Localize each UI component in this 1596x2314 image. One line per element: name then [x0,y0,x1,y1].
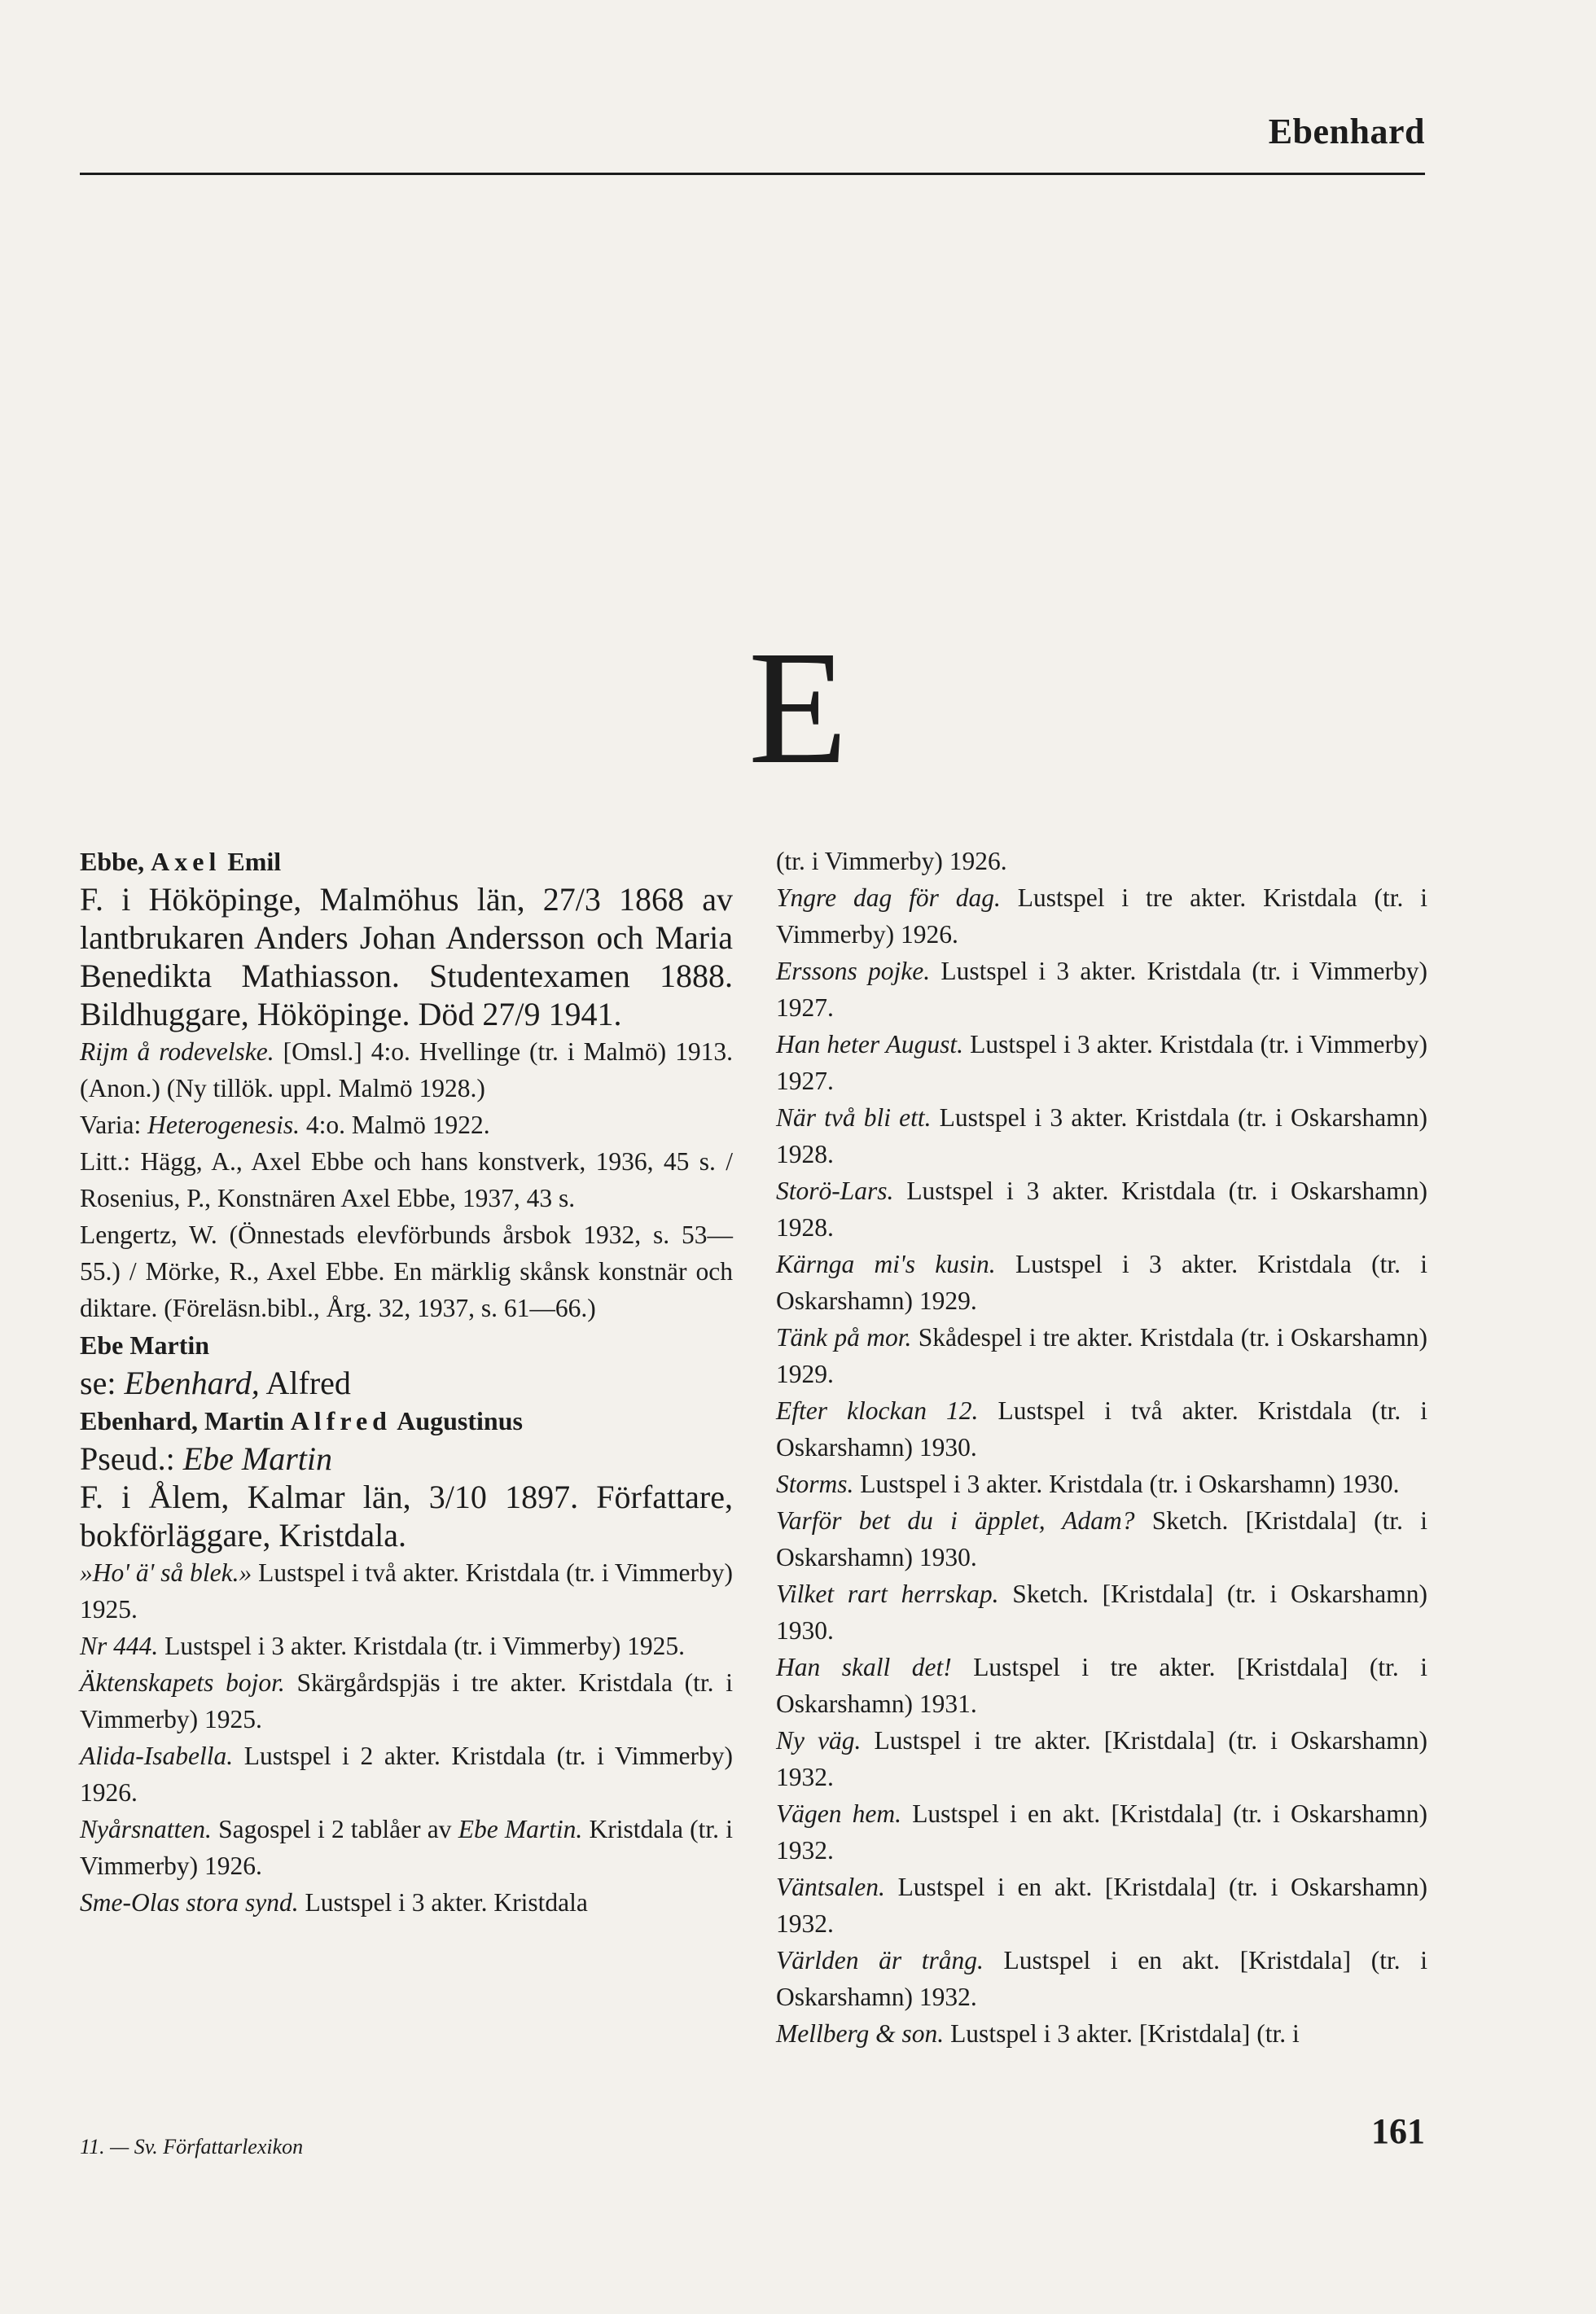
work-item: Rijm å rodevelske. [Omsl.] 4:o. Hvellinge (tr. i Malmö) 1913. (Anon.) (Ny tillök. uppl. Malmö 1928.) [80,1037,734,1102]
work-item: Kärnga mi's kusin. Lustspel i 3 akter. Kristdala (tr. i Oskarshamn) 1929. [776,1250,1428,1315]
entry-bio-ebenhard: F. i Ålem, Kalmar län, 3/10 1897. Författare, bokförläggare, Kristdala. [80,1479,733,1554]
work-item: Han skall det! Lustspel i tre akter. [Kristdala] (tr. i Oskarshamn) 1931. [776,1653,1428,1718]
work-item: »Ho' ä' så blek.» Lustspel i två akter. Kristdala (tr. i Vimmerby) 1925. [80,1558,733,1624]
work-continuation: (tr. i Vimmerby) 1926. [776,847,1007,875]
work-item: Efter klockan 12. Lustspel i två akter. Kristdala (tr. i Oskarshamn) 1930. [776,1396,1428,1462]
work-item: Storms. Lustspel i 3 akter. Kristdala (tr. i Oskarshamn) 1930. [776,1470,1400,1498]
see-reference: se: Ebenhard, Alfred [80,1365,351,1401]
literature-line: Lengertz, W. (Önnestads elevförbunds årsbok 1932, s. 53—55.) / Mörke, R., Axel Ebbe. En märklig skånsk konstnär och diktare. (Föreläsn.bibl., Årg. 32, 1937, s. 61—66.) [80,1221,733,1322]
entry-heading-ebenhard: Ebenhard, Martin Alfred Augustinus [80,1406,523,1435]
work-item: Varför bet du i äpplet, Adam? Sketch. [Kristdala] (tr. i Oskarshamn) 1930. [776,1506,1427,1571]
header-rule [80,173,1425,175]
work-item: Väntsalen. Lustspel i en akt. [Kristdala] (tr. i Oskarshamn) 1932. [776,1873,1427,1938]
work-item: Nyårsnatten. Sagospel i 2 tablåer av Ebe Martin. Kristdala (tr. i Vimmerby) 1926. [80,1815,733,1880]
footer-source: 11. — Sv. Författarlexikon [80,2135,304,2158]
entry-bio-ebbe-axel: F. i Hököpinge, Malmöhus län, 27/3 1868 av lantbrukaren Anders Johan Andersson och Maria Benedikta Mathiasson. Studentexamen 1888. Bildhuggare, Hököpinge. Död 27/9 1941. [80,881,733,1032]
left-column [80,843,733,1921]
work-item: Alida-Isabella. Lustspel i 2 akter. Kristdala (tr. i Vimmerby) 1926. [80,1742,733,1807]
work-item: Vägen hem. Lustspel i en akt. [Kristdala] (tr. i Oskarshamn) 1932. [776,1799,1428,1865]
work-item: Yngre dag för dag. Lustspel i tre akter. Kristdala (tr. i Vimmerby) 1926. [776,883,1427,949]
entry-heading-ebe-martin: Ebe Martin [80,1330,210,1360]
page-number: 161 [1371,2111,1425,2151]
entry-heading-ebbe-axel: Ebbe, Axel Emil [80,847,282,876]
work-item: Mellberg & son. Lustspel i 3 akter. [Kristdala] (tr. i [776,2019,1300,2048]
work-item: När två bli ett. Lustspel i 3 akter. Kristdala (tr. i Oskarshamn) 1928. [776,1103,1427,1168]
pseudonym-line: Pseud.: Ebe Martin [80,1440,332,1477]
work-item: Världen är trång. Lustspel i en akt. [Kristdala] (tr. i Oskarshamn) 1932. [776,1946,1427,2011]
work-item: Vilket rart herrskap. Sketch. [Kristdala] (tr. i Oskarshamn) 1930. [776,1580,1427,1645]
work-item: Tänk på mor. Skådespel i tre akter. Kristdala (tr. i Oskarshamn) 1929. [776,1323,1427,1388]
work-item: Nr 444. Lustspel i 3 akter. Kristdala (tr. i Vimmerby) 1925. [80,1632,685,1660]
running-head: Ebenhard [1268,112,1425,151]
work-item: Storö-Lars. Lustspel i 3 akter. Kristdala (tr. i Oskarshamn) 1928. [776,1177,1427,1242]
literature-line: Litt.: Hägg, A., Axel Ebbe och hans konstverk, 1936, 45 s. / Rosenius, P., Konstnären Axel Ebbe, 1937, 43 s. [80,1147,733,1212]
work-item: Äktenskapets bojor. Skärgårdspjäs i tre akter. Kristdala (tr. i Vimmerby) 1925. [80,1668,733,1733]
work-item: Ny väg. Lustspel i tre akter. [Kristdala] (tr. i Oskarshamn) 1932. [776,1726,1427,1791]
right-column [776,843,1427,2052]
work-item: Erssons pojke. Lustspel i 3 akter. Kristdala (tr. i Vimmerby) 1927. [776,957,1427,1022]
section-letter: E [748,618,848,798]
varia-line: Varia: Heterogenesis. 4:o. Malmö 1922. [80,1111,490,1139]
work-item: Sme-Olas stora synd. Lustspel i 3 akter. Kristdala [80,1888,588,1917]
work-item: Han heter August. Lustspel i 3 akter. Kristdala (tr. i Vimmerby) 1927. [776,1030,1427,1095]
